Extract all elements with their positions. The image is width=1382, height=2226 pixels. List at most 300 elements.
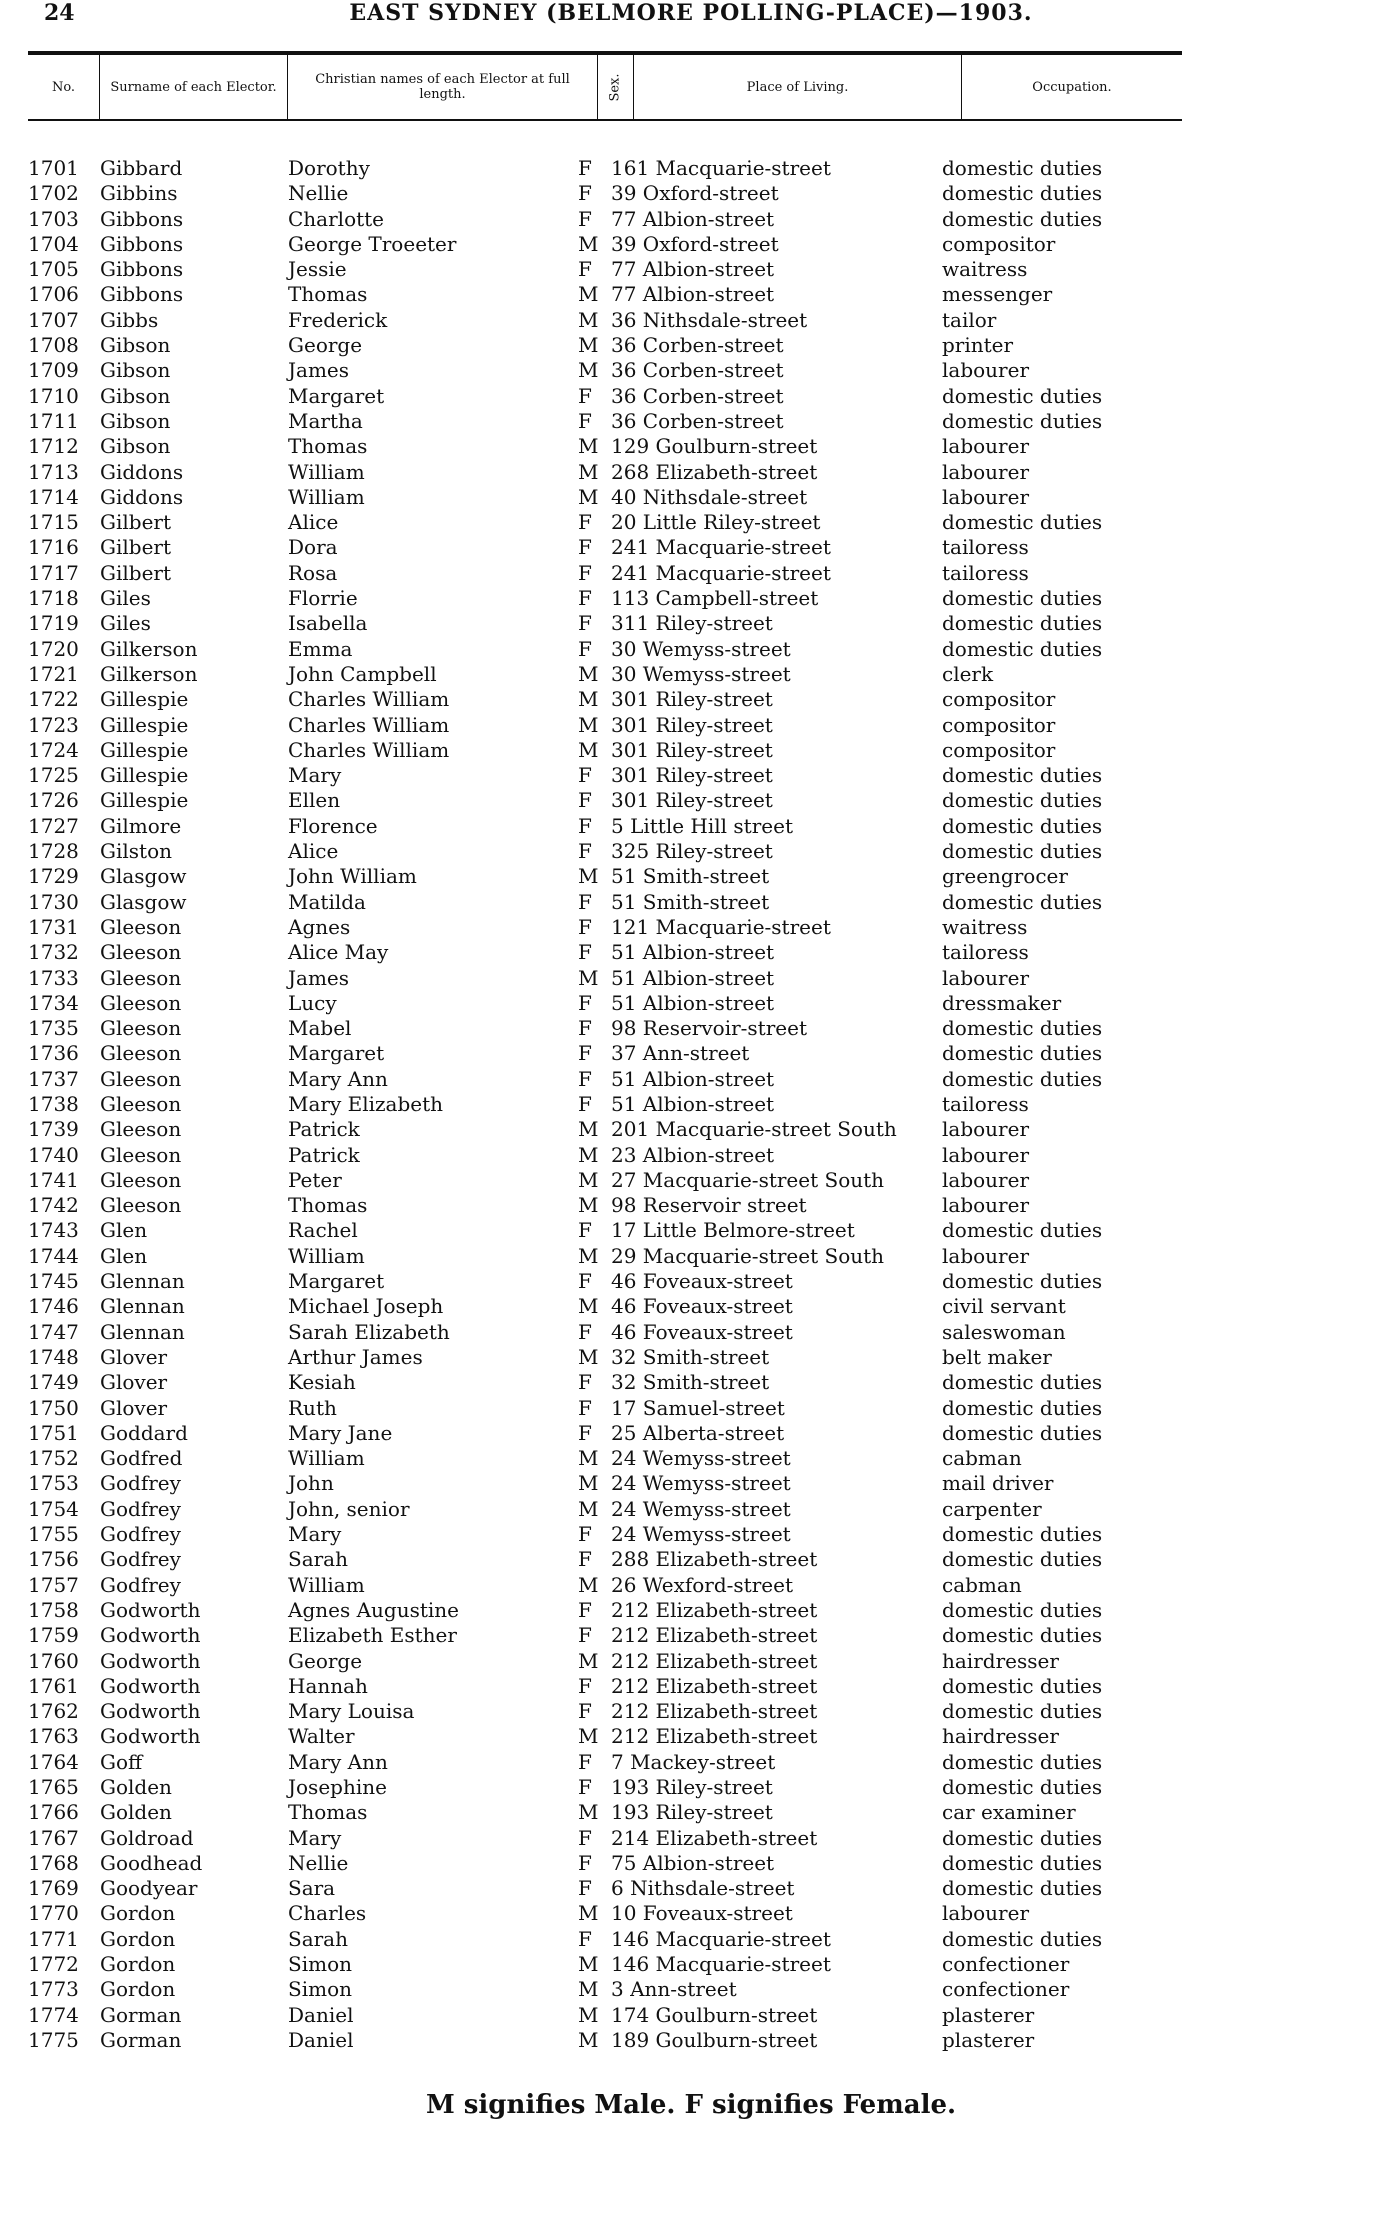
elector-number: 1717 [28,560,79,585]
elector-surname: Gibbons [100,282,184,307]
elector-christian-names: Patrick [288,1117,360,1142]
elector-place-of-living: 3 Ann-street [611,1977,737,2002]
elector-occupation: saleswoman [942,1319,1066,1344]
elector-number: 1732 [28,940,79,965]
elector-place-of-living: 241 Macquarie-street [611,560,831,585]
elector-occupation: domestic duties [942,1876,1103,1901]
elector-christian-names: Charles William [288,712,450,737]
table-row [0,991,1382,1016]
elector-sex: F [578,1319,592,1344]
elector-number: 1768 [28,1850,79,1875]
elector-christian-names: Agnes Augustine [288,1597,460,1622]
elector-number: 1767 [28,1825,79,1850]
elector-christian-names: John [288,1471,334,1496]
elector-number: 1752 [28,1446,79,1471]
elector-number: 1744 [28,1243,79,1268]
table-row [0,1370,1382,1395]
elector-number: 1750 [28,1395,79,1420]
elector-occupation: labourer [942,1142,1030,1167]
elector-christian-names: George [288,333,363,358]
elector-number: 1729 [28,864,79,889]
elector-surname: Giddons [100,459,184,484]
elector-christian-names: William [288,484,365,509]
elector-place-of-living: 212 Elizabeth-street [611,1648,818,1673]
elector-christian-names: Daniel [288,2002,354,2027]
elector-occupation: domestic duties [942,1269,1103,1294]
elector-surname: Gillespie [100,763,189,788]
table-row [0,1649,1382,1674]
elector-surname: Gibson [100,383,171,408]
elector-surname: Glover [100,1395,168,1420]
elector-number: 1713 [28,459,79,484]
elector-place-of-living: 51 Albion-street [611,990,775,1015]
elector-sex: F [578,156,592,180]
elector-sex: M [578,1724,599,1749]
elector-place-of-living: 51 Albion-street [611,1091,775,1116]
elector-place-of-living: 51 Albion-street [611,940,775,965]
table-row [0,1977,1382,2002]
elector-number: 1712 [28,434,79,459]
elector-sex: M [578,333,599,358]
elector-occupation: compositor [942,737,1056,762]
elector-sex: F [578,788,592,813]
table-row [0,384,1382,409]
table-row [0,966,1382,991]
elector-surname: Godfrey [100,1471,181,1496]
elector-surname: Goldroad [100,1825,194,1850]
header-rule-bottom [28,119,1182,121]
elector-sex: F [578,1041,592,1066]
elector-sex: F [578,560,592,585]
elector-christian-names: Agnes [288,914,351,939]
elector-sex: F [578,1547,592,1572]
elector-surname: Gorman [100,2027,182,2052]
elector-occupation: domestic duties [942,1370,1103,1395]
elector-surname: Gibbs [100,307,159,332]
elector-place-of-living: 325 Riley-street [611,839,773,864]
table-row [0,814,1382,839]
elector-place-of-living: 77 Albion-street [611,282,775,307]
elector-sex: M [578,1952,599,1977]
elector-sex: M [578,1344,599,1369]
elector-place-of-living: 268 Elizabeth-street [611,459,818,484]
elector-sex: M [578,1496,599,1521]
elector-surname: Gordon [100,1977,176,2002]
elector-christian-names: Josephine [288,1775,387,1799]
elector-number: 1725 [28,763,79,788]
elector-christian-names: Daniel [288,2027,354,2052]
elector-place-of-living: 98 Reservoir-street [611,1016,807,1041]
elector-christian-names: George Troeeter [288,231,457,256]
elector-place-of-living: 46 Foveaux-street [611,1294,793,1319]
elector-sex: F [578,1749,592,1774]
elector-place-of-living: 36 Corben-street [611,408,784,433]
elector-number: 1758 [28,1597,79,1622]
elector-occupation: domestic duties [942,1623,1103,1648]
elector-occupation: waitress [942,914,1028,939]
elector-occupation: plasterer [942,2027,1035,2052]
elector-surname: Glover [100,1370,168,1395]
elector-place-of-living: 301 Riley-street [611,712,773,737]
elector-number: 1759 [28,1623,79,1648]
elector-place-of-living: 23 Albion-street [611,1142,775,1167]
elector-surname: Goff [100,1749,143,1774]
table-row [0,232,1382,257]
table-row [0,434,1382,459]
elector-sex: F [578,940,592,965]
table-row [0,1117,1382,1142]
elector-place-of-living: 51 Albion-street [611,965,775,990]
elector-surname: Glasgow [100,864,187,889]
elector-place-of-living: 17 Samuel-street [611,1395,785,1420]
elector-sex: F [578,206,592,231]
elector-christian-names: John William [288,864,417,889]
elector-occupation: compositor [942,712,1056,737]
elector-sex: F [578,813,592,838]
elector-number: 1743 [28,1218,79,1243]
elector-occupation: labourer [942,1117,1030,1142]
elector-christian-names: Thomas [288,434,368,459]
elector-christian-names: Mary [288,1825,342,1850]
elector-surname: Godworth [100,1724,201,1749]
elector-place-of-living: 301 Riley-street [611,763,773,788]
elector-occupation: hairdresser [942,1648,1059,1673]
elector-occupation: domestic duties [942,1066,1103,1091]
elector-christian-names: Alice [288,510,339,535]
elector-surname: Giddons [100,484,184,509]
elector-number: 1731 [28,914,79,939]
page-number: 24 [44,0,75,26]
elector-sex: M [578,459,599,484]
table-row [0,1547,1382,1572]
elector-place-of-living: 46 Foveaux-street [611,1269,793,1294]
elector-occupation: confectioner [942,1977,1070,2002]
elector-christian-names: Nellie [288,1850,349,1875]
elector-occupation: tailoress [942,1091,1029,1116]
table-row [0,1573,1382,1598]
elector-christian-names: William [288,1572,365,1597]
page-header [0,0,1382,48]
elector-surname: Gorman [100,2002,182,2027]
table-row [0,282,1382,307]
elector-occupation: labourer [942,1243,1030,1268]
elector-sex: M [578,1977,599,2002]
elector-sex: F [578,1699,592,1724]
elector-number: 1741 [28,1167,79,1192]
elector-sex: M [578,965,599,990]
table-row [0,940,1382,965]
elector-place-of-living: 121 Macquarie-street [611,914,831,939]
elector-place-of-living: 40 Nithsdale-street [611,484,808,509]
elector-place-of-living: 6 Nithsdale-street [611,1876,795,1901]
elector-sex: M [578,1648,599,1673]
elector-surname: Godfrey [100,1572,181,1597]
elector-sex: F [578,1775,592,1799]
elector-occupation: labourer [942,1167,1030,1192]
elector-number: 1721 [28,661,79,686]
elector-occupation: domestic duties [942,1218,1103,1243]
elector-christian-names: George [288,1648,363,1673]
elector-sex: F [578,1522,592,1547]
elector-occupation: domestic duties [942,889,1103,914]
elector-christian-names: William [288,459,365,484]
elector-place-of-living: 24 Wemyss-street [611,1522,791,1547]
elector-sex: M [578,282,599,307]
elector-sex: F [578,990,592,1015]
col-header-sex [598,55,634,119]
elector-christian-names: Elizabeth Esther [288,1623,457,1648]
elector-surname: Gordon [100,1926,176,1951]
elector-surname: Golden [100,1775,172,1799]
elector-occupation: domestic duties [942,839,1103,864]
table-row [0,485,1382,510]
elector-christian-names: Florence [288,813,378,838]
table-row [0,611,1382,636]
elector-christian-names: Lucy [288,990,337,1015]
elector-surname: Goddard [100,1420,188,1445]
elector-christian-names: Margaret [288,383,385,408]
elector-sex: F [578,1876,592,1901]
elector-surname: Godworth [100,1699,201,1724]
elector-number: 1706 [28,282,79,307]
elector-sex: F [578,510,592,535]
table-row [0,1927,1382,1952]
elector-surname: Gleeson [100,940,182,965]
elector-occupation: compositor [942,231,1056,256]
table-row [0,1218,1382,1243]
table-row [0,637,1382,662]
table-row [0,1143,1382,1168]
elector-number: 1701 [28,156,79,180]
elector-place-of-living: 201 Macquarie-street South [611,1117,897,1142]
elector-christian-names: William [288,1446,365,1471]
elector-occupation: cabman [942,1446,1022,1471]
elector-sex: F [578,1066,592,1091]
elector-number: 1756 [28,1547,79,1572]
elector-place-of-living: 174 Goulburn-street [611,2002,818,2027]
elector-christian-names: Thomas [288,1800,368,1825]
elector-surname: Gibson [100,358,171,383]
elector-surname: Gleeson [100,1016,182,1041]
elector-occupation: domestic duties [942,1850,1103,1875]
elector-occupation: domestic duties [942,611,1103,636]
elector-sex: M [578,231,599,256]
elector-list [0,156,1382,2053]
elector-christian-names: Charles William [288,737,450,762]
elector-sex: M [578,358,599,383]
elector-occupation: domestic duties [942,586,1103,611]
elector-number: 1711 [28,408,79,433]
table-row [0,333,1382,358]
elector-occupation: domestic duties [942,1749,1103,1774]
elector-number: 1739 [28,1117,79,1142]
elector-number: 1702 [28,181,79,206]
elector-number: 1753 [28,1471,79,1496]
elector-sex: M [578,484,599,509]
elector-place-of-living: 10 Foveaux-street [611,1901,793,1926]
elector-occupation: belt maker [942,1344,1052,1369]
elector-sex: F [578,839,592,864]
elector-christian-names: Mary Elizabeth [288,1091,444,1116]
elector-christian-names: Thomas [288,282,368,307]
elector-number: 1710 [28,383,79,408]
table-row [0,561,1382,586]
elector-place-of-living: 39 Oxford-street [611,231,779,256]
elector-occupation: domestic duties [942,813,1103,838]
elector-number: 1772 [28,1952,79,1977]
elector-sex: M [578,2002,599,2027]
elector-place-of-living: 32 Smith-street [611,1370,770,1395]
elector-sex: F [578,914,592,939]
elector-sex: F [578,1673,592,1698]
elector-place-of-living: 26 Wexford-street [611,1572,793,1597]
elector-place-of-living: 311 Riley-street [611,611,773,636]
elector-occupation: labourer [942,484,1030,509]
elector-sex: F [578,408,592,433]
table-row [0,1446,1382,1471]
table-row [0,1623,1382,1648]
elector-surname: Godfrey [100,1496,181,1521]
table-row [0,1041,1382,1066]
elector-christian-names: Dorothy [288,156,370,180]
elector-number: 1761 [28,1673,79,1698]
table-row [0,1471,1382,1496]
elector-christian-names: Michael Joseph [288,1294,444,1319]
elector-surname: Glasgow [100,889,187,914]
elector-number: 1742 [28,1193,79,1218]
elector-surname: Goodhead [100,1850,203,1875]
elector-sex: M [578,712,599,737]
elector-surname: Godworth [100,1673,201,1698]
table-row [0,308,1382,333]
table-row [0,1016,1382,1041]
elector-place-of-living: 193 Riley-street [611,1775,773,1799]
elector-sex: F [578,1269,592,1294]
elector-sex: F [578,763,592,788]
elector-occupation: tailor [942,307,997,332]
elector-place-of-living: 36 Nithsdale-street [611,307,808,332]
elector-surname: Glen [100,1243,148,1268]
elector-number: 1773 [28,1977,79,2002]
elector-place-of-living: 24 Wemyss-street [611,1496,791,1521]
col-header-surname: Surname of each Elector. [100,55,288,119]
elector-number: 1722 [28,687,79,712]
elector-occupation: domestic duties [942,510,1103,535]
elector-occupation: hairdresser [942,1724,1059,1749]
elector-christian-names: Emma [288,636,353,661]
elector-sex: F [578,1850,592,1875]
elector-occupation: domestic duties [942,206,1103,231]
elector-occupation: domestic duties [942,763,1103,788]
elector-place-of-living: 301 Riley-street [611,737,773,762]
elector-number: 1709 [28,358,79,383]
elector-number: 1765 [28,1775,79,1799]
elector-number: 1747 [28,1319,79,1344]
elector-place-of-living: 7 Mackey-street [611,1749,776,1774]
elector-place-of-living: 36 Corben-street [611,383,784,408]
elector-christian-names: Matilda [288,889,366,914]
elector-number: 1728 [28,839,79,864]
elector-occupation: domestic duties [942,1522,1103,1547]
elector-number: 1755 [28,1522,79,1547]
elector-surname: Glennan [100,1319,185,1344]
elector-occupation: domestic duties [942,156,1103,180]
elector-occupation: carpenter [942,1496,1042,1521]
elector-christian-names: Walter [288,1724,355,1749]
elector-sex: F [578,383,592,408]
elector-christian-names: Sara [288,1876,336,1901]
elector-occupation: car examiner [942,1800,1076,1825]
elector-sex: F [578,889,592,914]
elector-christian-names: Simon [288,1952,352,1977]
elector-occupation: compositor [942,687,1056,712]
elector-christian-names: Frederick [288,307,388,332]
elector-christian-names: Thomas [288,1193,368,1218]
elector-sex: F [578,1926,592,1951]
elector-sex: M [578,1117,599,1142]
elector-number: 1763 [28,1724,79,1749]
col-header-place: Place of Living. [634,55,962,119]
elector-place-of-living: 46 Foveaux-street [611,1319,793,1344]
elector-number: 1720 [28,636,79,661]
elector-surname: Gillespie [100,737,189,762]
table-row [0,1901,1382,1926]
elector-sex: F [578,586,592,611]
elector-christian-names: Rosa [288,560,338,585]
elector-number: 1740 [28,1142,79,1167]
elector-place-of-living: 5 Little Hill street [611,813,793,838]
table-row [0,1674,1382,1699]
elector-sex: F [578,1597,592,1622]
table-row [0,1396,1382,1421]
elector-occupation: domestic duties [942,636,1103,661]
elector-number: 1751 [28,1420,79,1445]
col-header-no: No. [28,55,100,119]
elector-sex: F [578,1091,592,1116]
table-row [0,864,1382,889]
elector-sex: M [578,737,599,762]
elector-christian-names: Hannah [288,1673,368,1698]
table-row [0,738,1382,763]
elector-number: 1775 [28,2027,79,2052]
elector-number: 1760 [28,1648,79,1673]
elector-christian-names: Sarah [288,1926,348,1951]
elector-christian-names: Charles [288,1901,367,1926]
elector-number: 1736 [28,1041,79,1066]
elector-occupation: domestic duties [942,1420,1103,1445]
elector-surname: Godfrey [100,1547,181,1572]
elector-number: 1708 [28,333,79,358]
elector-place-of-living: 212 Elizabeth-street [611,1699,818,1724]
elector-surname: Gleeson [100,1167,182,1192]
elector-sex: M [578,1294,599,1319]
elector-number: 1764 [28,1749,79,1774]
elector-christian-names: William [288,1243,365,1268]
elector-occupation: clerk [942,661,994,686]
elector-number: 1738 [28,1091,79,1116]
elector-place-of-living: 212 Elizabeth-street [611,1724,818,1749]
elector-christian-names: Charles William [288,687,450,712]
elector-surname: Godworth [100,1648,201,1673]
elector-number: 1733 [28,965,79,990]
elector-place-of-living: 51 Smith-street [611,889,770,914]
elector-place-of-living: 98 Reservoir street [611,1193,807,1218]
elector-number: 1726 [28,788,79,813]
elector-sex: F [578,1825,592,1850]
elector-surname: Godworth [100,1597,201,1622]
table-row [0,1598,1382,1623]
elector-christian-names: Mary [288,763,342,788]
